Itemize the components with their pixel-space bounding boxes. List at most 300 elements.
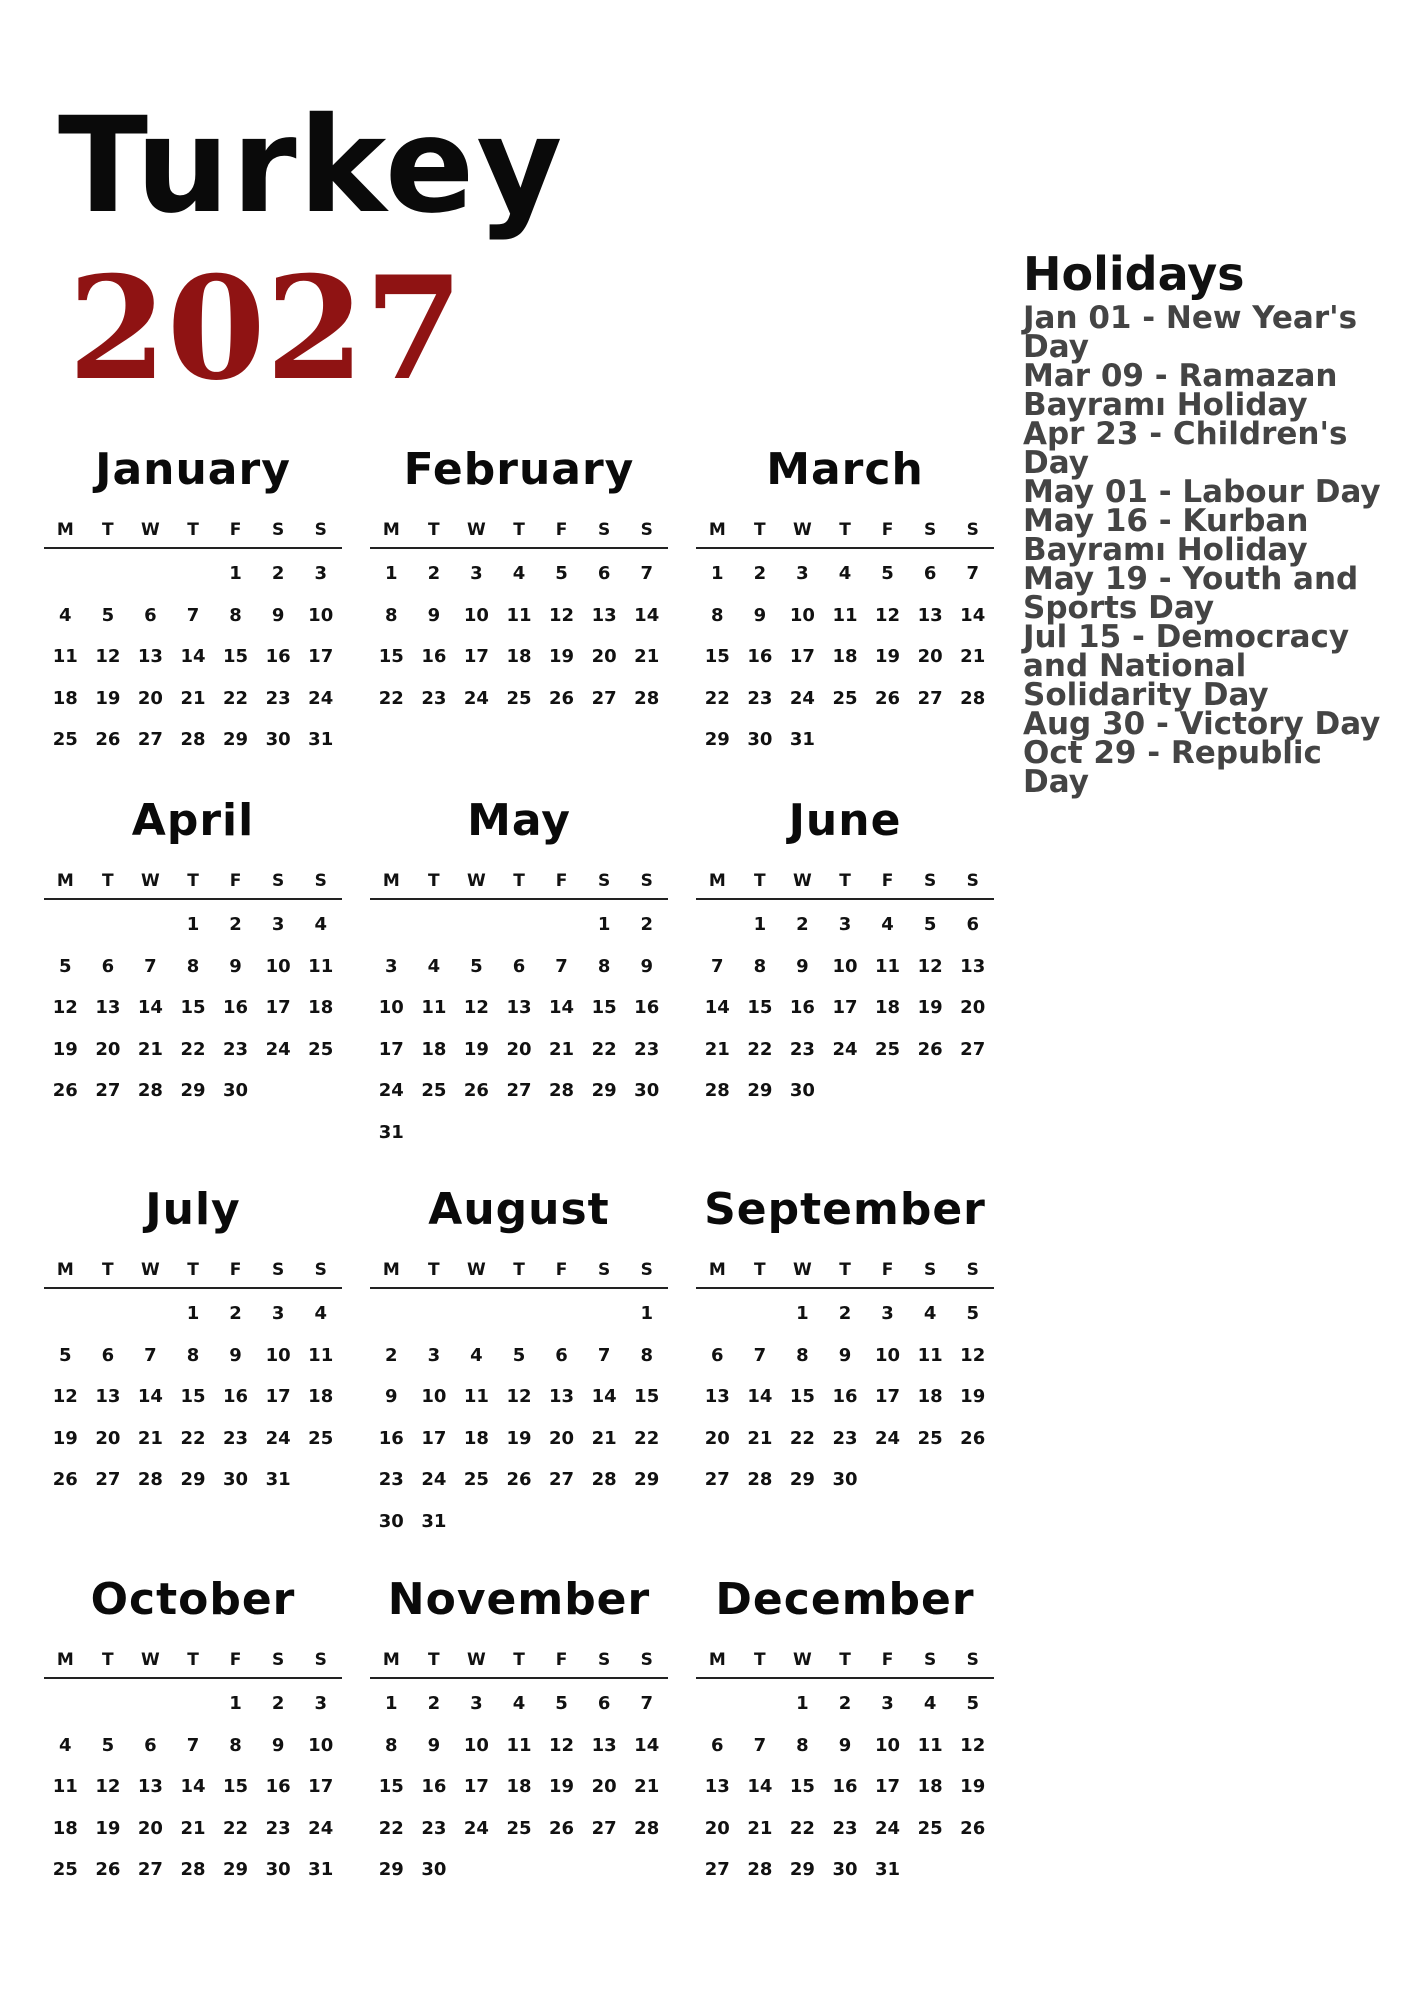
day-cell: 10 — [463, 1734, 489, 1756]
day-cell: 5 — [966, 1693, 979, 1714]
weekday-label: F — [229, 1260, 242, 1280]
day-cell: 16 — [747, 646, 773, 667]
weekday-label: W — [141, 1650, 160, 1670]
day-cell: 23 — [634, 1038, 660, 1060]
weekday-label: S — [598, 871, 611, 891]
day-cell: 22 — [378, 687, 404, 709]
weekday-label: S — [640, 1260, 653, 1280]
day-cell: 18 — [875, 997, 901, 1018]
day-cell: 24 — [463, 1817, 489, 1839]
holiday-item: May 19 - Youth and Sports Day — [1023, 561, 1359, 627]
day-cell: 2 — [229, 1303, 242, 1324]
day-cell: 28 — [747, 1859, 773, 1880]
day-cell: 24 — [265, 1427, 291, 1449]
day-empty — [172, 1683, 215, 1725]
day-cell: 3 — [271, 914, 285, 935]
weekday-label: T — [187, 1650, 199, 1670]
day-cell: 16 — [265, 1776, 291, 1797]
day-cell: 26 — [52, 1469, 78, 1490]
day-cell: 19 — [463, 1038, 489, 1060]
day-cell: 23 — [421, 687, 447, 709]
day-cell: 27 — [917, 687, 943, 709]
day-cell: 20 — [591, 646, 617, 667]
day-cell: 30 — [832, 1859, 858, 1880]
month-december — [696, 1575, 994, 1891]
day-cell: 26 — [917, 1038, 943, 1060]
day-cell: 22 — [378, 1817, 404, 1839]
weekday-label: S — [966, 1260, 979, 1280]
weekday-label: F — [555, 871, 568, 891]
day-empty — [129, 1293, 172, 1335]
day-cell: 24 — [875, 1817, 901, 1839]
weekday-label: W — [141, 1260, 160, 1280]
day-cell: 12 — [875, 604, 901, 626]
day-cell: 11 — [506, 1734, 532, 1756]
weekday-label: S — [598, 520, 611, 540]
day-empty — [583, 1293, 626, 1335]
weekday-label: F — [881, 1260, 894, 1280]
day-cell: 18 — [308, 997, 334, 1018]
day-cell: 8 — [186, 1344, 200, 1366]
day-cell: 27 — [95, 1469, 121, 1490]
day-cell: 5 — [59, 1344, 72, 1366]
day-cell: 4 — [314, 914, 327, 935]
day-cell: 21 — [591, 1427, 617, 1449]
weekday-header — [44, 1643, 342, 1679]
month-name: May — [467, 795, 571, 846]
day-cell: 23 — [789, 1038, 815, 1060]
month-name: January — [95, 444, 291, 495]
day-cell: 17 — [308, 1776, 334, 1797]
day-cell: 4 — [838, 563, 852, 584]
day-cell: 11 — [832, 604, 858, 626]
day-cell: 15 — [634, 1386, 660, 1407]
day-cell: 10 — [421, 1386, 447, 1407]
day-cell: 25 — [52, 729, 78, 750]
day-cell: 13 — [704, 1776, 730, 1797]
month-name: June — [788, 795, 902, 846]
day-cell: 28 — [137, 1080, 163, 1101]
day-cell: 23 — [421, 1817, 447, 1839]
day-empty — [44, 904, 87, 946]
day-cell: 2 — [229, 914, 242, 935]
day-cell: 15 — [704, 646, 730, 667]
weekday-label: S — [924, 1650, 937, 1670]
day-cell: 20 — [917, 646, 943, 667]
weekday-header — [696, 1253, 994, 1289]
month-name: April — [131, 795, 255, 846]
day-cell: 21 — [137, 1427, 163, 1449]
day-cell: 21 — [634, 1776, 660, 1797]
day-cell: 11 — [463, 1386, 489, 1407]
weekday-label: S — [314, 1260, 327, 1280]
weekday-label: T — [754, 1650, 766, 1670]
day-cell: 29 — [634, 1469, 660, 1490]
day-cell: 8 — [711, 604, 724, 626]
day-cell: 2 — [427, 1693, 441, 1714]
weekday-label: T — [754, 871, 766, 891]
weekday-label: W — [793, 1650, 812, 1670]
day-cell: 6 — [101, 955, 115, 977]
day-cell: 14 — [704, 997, 730, 1018]
day-empty — [498, 904, 541, 946]
day-cell: 30 — [789, 1080, 815, 1101]
day-cell: 15 — [378, 646, 404, 667]
day-cell: 2 — [640, 914, 653, 935]
day-empty — [129, 553, 172, 595]
day-cell: 5 — [923, 914, 937, 935]
day-cell: 9 — [427, 1734, 441, 1756]
day-cell: 12 — [549, 604, 575, 626]
day-cell: 1 — [186, 1303, 200, 1324]
day-cell: 29 — [789, 1469, 815, 1490]
day-cell: 26 — [52, 1080, 78, 1101]
day-cell: 27 — [506, 1080, 532, 1101]
day-empty — [87, 1683, 130, 1725]
day-cell: 18 — [506, 646, 532, 667]
day-cell: 8 — [640, 1344, 653, 1366]
day-cell: 16 — [223, 997, 249, 1018]
weekday-label: T — [187, 871, 199, 891]
day-cell: 1 — [385, 1693, 398, 1714]
day-cell: 26 — [463, 1080, 489, 1101]
holiday-item: Oct 29 - Republic Day — [1023, 735, 1322, 801]
weekday-label: W — [467, 871, 486, 891]
day-cell: 7 — [144, 1344, 157, 1366]
day-cell: 11 — [917, 1734, 943, 1756]
day-cell: 17 — [378, 1038, 404, 1060]
day-empty — [172, 553, 215, 595]
day-cell: 4 — [470, 1344, 483, 1366]
month-name: November — [387, 1574, 651, 1625]
day-cell: 16 — [265, 646, 291, 667]
day-cell: 18 — [506, 1776, 532, 1797]
day-cell: 21 — [747, 1817, 773, 1839]
weekday-label: S — [314, 1650, 327, 1670]
day-cell: 25 — [52, 1859, 78, 1880]
day-grid — [696, 1683, 994, 1891]
day-cell: 19 — [960, 1386, 986, 1407]
day-cell: 7 — [640, 1693, 653, 1714]
day-cell: 14 — [549, 997, 575, 1018]
weekday-label: T — [428, 871, 440, 891]
weekday-label: T — [839, 1260, 851, 1280]
weekday-label: S — [640, 871, 653, 891]
weekday-label: T — [513, 871, 525, 891]
day-cell: 14 — [180, 1776, 206, 1797]
day-cell: 9 — [838, 1344, 852, 1366]
day-cell: 28 — [747, 1469, 773, 1490]
day-cell: 3 — [385, 955, 398, 977]
weekday-label: M — [708, 520, 726, 540]
day-cell: 4 — [59, 604, 72, 626]
day-cell: 6 — [966, 914, 979, 935]
day-cell: 6 — [597, 563, 611, 584]
day-cell: 15 — [223, 1776, 249, 1797]
day-empty — [696, 904, 739, 946]
day-cell: 27 — [704, 1859, 730, 1880]
weekday-label: M — [56, 520, 74, 540]
day-cell: 29 — [704, 729, 730, 750]
day-cell: 28 — [549, 1080, 575, 1101]
day-cell: 21 — [704, 1038, 730, 1060]
weekday-label: W — [793, 1260, 812, 1280]
day-cell: 19 — [95, 687, 121, 709]
day-cell: 9 — [229, 1344, 242, 1366]
weekday-label: M — [56, 1650, 74, 1670]
day-cell: 2 — [838, 1303, 852, 1324]
day-cell: 23 — [223, 1038, 249, 1060]
day-empty — [87, 553, 130, 595]
day-cell: 8 — [229, 604, 242, 626]
day-cell: 13 — [137, 646, 163, 667]
day-cell: 31 — [265, 1469, 291, 1490]
day-cell: 8 — [385, 1734, 398, 1756]
day-cell: 9 — [271, 604, 285, 626]
day-cell: 12 — [960, 1734, 986, 1756]
weekday-label: S — [966, 871, 979, 891]
day-cell: 23 — [832, 1427, 858, 1449]
day-cell: 16 — [421, 1776, 447, 1797]
month-may — [370, 796, 668, 1153]
day-cell: 8 — [229, 1734, 242, 1756]
day-cell: 1 — [640, 1303, 653, 1324]
month-january — [44, 445, 342, 761]
day-cell: 8 — [796, 1734, 809, 1756]
month-name: December — [715, 1574, 975, 1625]
day-empty — [129, 904, 172, 946]
day-cell: 13 — [917, 604, 943, 626]
weekday-label: S — [640, 1650, 653, 1670]
day-cell: 6 — [923, 563, 937, 584]
day-cell: 13 — [960, 955, 986, 977]
day-cell: 18 — [832, 646, 858, 667]
day-cell: 1 — [796, 1693, 809, 1714]
day-cell: 14 — [960, 604, 986, 626]
weekday-label: M — [56, 1260, 74, 1280]
day-cell: 15 — [180, 1386, 206, 1407]
day-cell: 8 — [597, 955, 611, 977]
weekday-label: M — [708, 1260, 726, 1280]
day-cell: 27 — [137, 729, 163, 750]
day-cell: 11 — [52, 646, 78, 667]
day-cell: 25 — [917, 1427, 943, 1449]
day-cell: 16 — [421, 646, 447, 667]
day-grid — [696, 904, 994, 1112]
month-july — [44, 1185, 342, 1501]
day-cell: 11 — [308, 1344, 334, 1366]
day-cell: 27 — [549, 1469, 575, 1490]
day-cell: 24 — [789, 687, 815, 709]
day-cell: 10 — [463, 604, 489, 626]
day-cell: 16 — [789, 997, 815, 1018]
weekday-label: M — [382, 1260, 400, 1280]
day-cell: 23 — [223, 1427, 249, 1449]
day-cell: 14 — [634, 604, 660, 626]
weekday-label: T — [102, 1260, 114, 1280]
day-cell: 20 — [95, 1038, 121, 1060]
weekday-label: T — [102, 520, 114, 540]
day-cell: 28 — [180, 729, 206, 750]
day-cell: 10 — [308, 1734, 334, 1756]
day-cell: 30 — [832, 1469, 858, 1490]
day-cell: 22 — [704, 687, 730, 709]
weekday-label: S — [924, 520, 937, 540]
day-cell: 5 — [101, 1734, 115, 1756]
day-cell: 5 — [101, 604, 115, 626]
weekday-label: T — [428, 1260, 440, 1280]
weekday-label: W — [793, 520, 812, 540]
weekday-label: T — [513, 1650, 525, 1670]
weekday-label: T — [102, 871, 114, 891]
day-cell: 15 — [591, 997, 617, 1018]
day-cell: 7 — [753, 1344, 767, 1366]
day-cell: 26 — [506, 1469, 532, 1490]
day-cell: 2 — [271, 1693, 285, 1714]
day-cell: 30 — [265, 1859, 291, 1880]
holidays-panel — [1023, 247, 1393, 801]
weekday-label: W — [467, 1650, 486, 1670]
day-cell: 26 — [960, 1817, 986, 1839]
page-title: Turkey — [58, 89, 565, 243]
day-cell: 30 — [223, 1469, 249, 1490]
day-cell: 28 — [591, 1469, 617, 1490]
day-cell: 2 — [427, 563, 441, 584]
weekday-label: T — [428, 1650, 440, 1670]
day-cell: 3 — [796, 563, 809, 584]
day-cell: 23 — [747, 687, 773, 709]
day-cell: 2 — [838, 1693, 852, 1714]
weekday-label: T — [513, 520, 525, 540]
day-cell: 4 — [427, 955, 441, 977]
day-cell: 13 — [704, 1386, 730, 1407]
day-empty — [498, 1293, 541, 1335]
day-cell: 24 — [421, 1469, 447, 1490]
weekday-label: M — [708, 1650, 726, 1670]
day-cell: 17 — [463, 646, 489, 667]
weekday-label: S — [924, 871, 937, 891]
day-cell: 12 — [917, 955, 943, 977]
day-grid — [696, 1293, 994, 1501]
day-cell: 7 — [966, 563, 979, 584]
weekday-header — [44, 864, 342, 900]
day-cell: 5 — [59, 955, 72, 977]
weekday-header — [696, 513, 994, 549]
year-heading: 2027 — [68, 246, 464, 412]
day-cell: 12 — [52, 1386, 78, 1407]
day-cell: 26 — [960, 1427, 986, 1449]
day-cell: 24 — [308, 687, 334, 709]
day-cell: 15 — [378, 1776, 404, 1797]
day-grid — [696, 553, 994, 761]
day-cell: 29 — [180, 1080, 206, 1101]
day-cell: 15 — [789, 1386, 815, 1407]
weekday-label: M — [708, 871, 726, 891]
day-cell: 22 — [789, 1427, 815, 1449]
day-empty — [455, 1293, 498, 1335]
day-grid — [44, 1683, 342, 1891]
day-cell: 1 — [229, 563, 242, 584]
day-empty — [540, 1293, 583, 1335]
day-cell: 27 — [591, 687, 617, 709]
day-cell: 25 — [463, 1469, 489, 1490]
day-cell: 8 — [753, 955, 767, 977]
day-cell: 11 — [52, 1776, 78, 1797]
day-grid — [44, 904, 342, 1112]
day-cell: 15 — [747, 997, 773, 1018]
day-cell: 14 — [747, 1386, 773, 1407]
day-empty — [413, 904, 456, 946]
month-name: February — [403, 444, 635, 495]
day-cell: 20 — [549, 1427, 575, 1449]
day-cell: 22 — [223, 1817, 249, 1839]
day-cell: 2 — [271, 563, 285, 584]
day-cell: 27 — [704, 1469, 730, 1490]
day-cell: 25 — [875, 1038, 901, 1060]
day-cell: 24 — [378, 1080, 404, 1101]
day-cell: 12 — [52, 997, 78, 1018]
day-cell: 24 — [463, 687, 489, 709]
day-cell: 29 — [789, 1859, 815, 1880]
weekday-label: W — [793, 871, 812, 891]
day-cell: 16 — [223, 1386, 249, 1407]
day-cell: 28 — [634, 1817, 660, 1839]
day-cell: 21 — [747, 1427, 773, 1449]
day-cell: 19 — [960, 1776, 986, 1797]
day-cell: 3 — [314, 1693, 327, 1714]
holiday-item: Mar 09 - Ramazan Bayramı Holiday — [1023, 358, 1338, 424]
day-cell: 1 — [753, 914, 767, 935]
day-cell: 7 — [753, 1734, 767, 1756]
day-cell: 27 — [960, 1038, 986, 1060]
day-cell: 12 — [506, 1386, 532, 1407]
day-cell: 7 — [186, 1734, 200, 1756]
day-cell: 4 — [923, 1303, 937, 1324]
day-cell: 7 — [711, 955, 724, 977]
day-cell: 20 — [960, 997, 986, 1018]
day-cell: 30 — [265, 729, 291, 750]
day-cell: 10 — [265, 1344, 291, 1366]
day-cell: 25 — [421, 1080, 447, 1101]
day-cell: 10 — [875, 1344, 901, 1366]
day-cell: 3 — [314, 563, 327, 584]
day-grid — [370, 904, 668, 1153]
day-cell: 1 — [186, 914, 200, 935]
day-grid — [44, 553, 342, 761]
month-name: September — [704, 1184, 986, 1235]
weekday-label: S — [272, 871, 285, 891]
day-cell: 22 — [591, 1038, 617, 1060]
day-cell: 7 — [555, 955, 568, 977]
weekday-label: F — [881, 871, 894, 891]
day-cell: 4 — [59, 1734, 72, 1756]
day-cell: 19 — [549, 646, 575, 667]
weekday-label: S — [598, 1650, 611, 1670]
day-cell: 7 — [144, 955, 157, 977]
day-cell: 9 — [229, 955, 242, 977]
weekday-label: T — [102, 1650, 114, 1670]
day-cell: 29 — [591, 1080, 617, 1101]
day-cell: 19 — [917, 997, 943, 1018]
day-cell: 13 — [591, 604, 617, 626]
day-cell: 31 — [789, 729, 815, 750]
holiday-item: May 01 - Labour Day — [1023, 474, 1381, 511]
day-cell: 5 — [555, 1693, 568, 1714]
month-name: March — [766, 444, 924, 495]
day-cell: 26 — [95, 1859, 121, 1880]
day-cell: 22 — [180, 1427, 206, 1449]
day-cell: 22 — [180, 1038, 206, 1060]
